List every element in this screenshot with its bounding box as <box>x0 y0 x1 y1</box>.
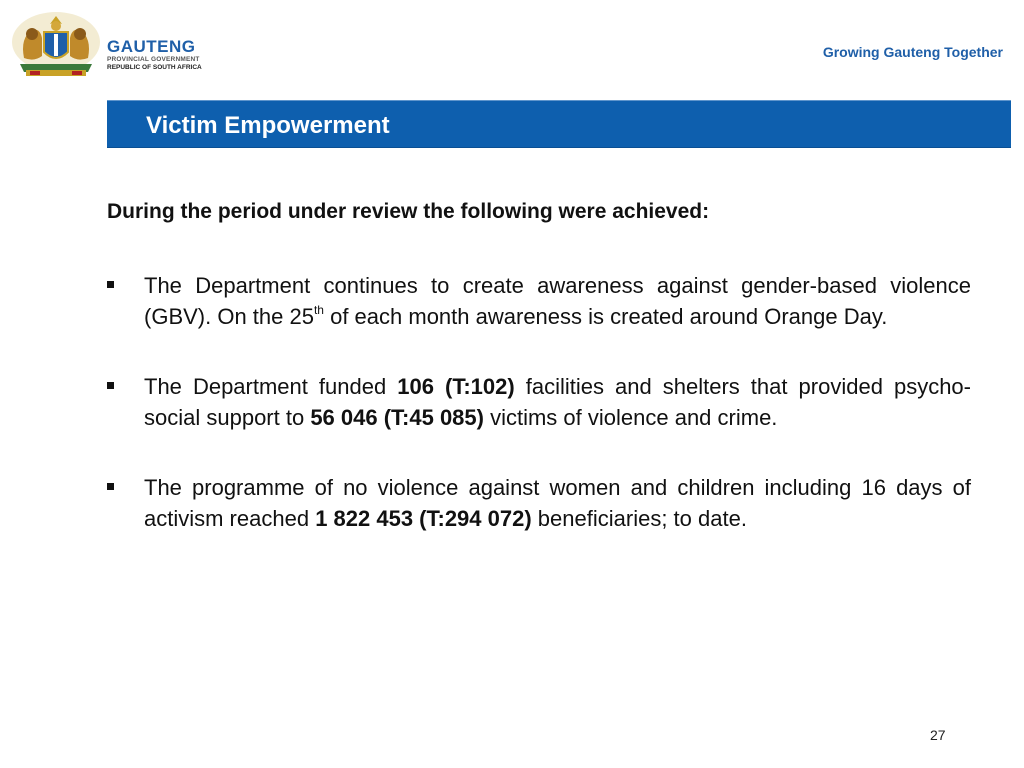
victims-count: 56 046 (T:45 085) <box>310 405 484 430</box>
bullet-text <box>144 270 971 332</box>
logo-subtitle: PROVINCIAL GOVERNMENT <box>107 56 200 63</box>
page-title: Victim Empowerment <box>146 112 390 139</box>
bullet-square-icon <box>107 483 114 490</box>
bullet-square-icon <box>107 281 114 288</box>
page-number: 27 <box>930 727 946 743</box>
bullet-text-segment: facilities and shelters that provided psycho-social support to <box>144 374 971 430</box>
bullet-item <box>107 270 971 332</box>
bullet-square-icon <box>107 382 114 389</box>
logo-title: GAUTENG <box>107 37 196 56</box>
bullet-text <box>144 472 971 534</box>
bullet-list <box>107 270 971 573</box>
title-banner <box>107 100 1011 148</box>
bullet-item <box>107 472 971 534</box>
ordinal-suffix: th <box>313 302 324 317</box>
bullet-text-segment: The programme of no violence against women and children including 16 days of activism reached <box>144 475 971 531</box>
bullet-text-segment: victims of violence and crime. <box>483 405 778 430</box>
facilities-count: 106 (T:102) <box>397 374 515 399</box>
bullet-text-segment: beneficiaries; to date. <box>531 506 747 531</box>
logo-subtitle-country: REPUBLIC OF SOUTH AFRICA <box>107 64 202 71</box>
bullet-text <box>144 371 971 433</box>
coat-of-arms-icon <box>10 12 102 78</box>
bullet-item <box>107 371 971 433</box>
bullet-text-segment: The Department funded <box>144 374 398 399</box>
intro-heading: During the period under review the following were achieved: <box>107 200 710 223</box>
bullet-text-segment: of each month awareness is created around Orange Day. <box>323 304 888 329</box>
gauteng-logo <box>10 12 210 80</box>
tagline: Growing Gauteng Together <box>822 44 1003 60</box>
bullet-text-segment: The Department continues to create awareness against gender-based violence (GBV). On the 25 <box>144 273 971 329</box>
beneficiaries-count: 1 822 453 (T:294 072) <box>315 506 532 531</box>
